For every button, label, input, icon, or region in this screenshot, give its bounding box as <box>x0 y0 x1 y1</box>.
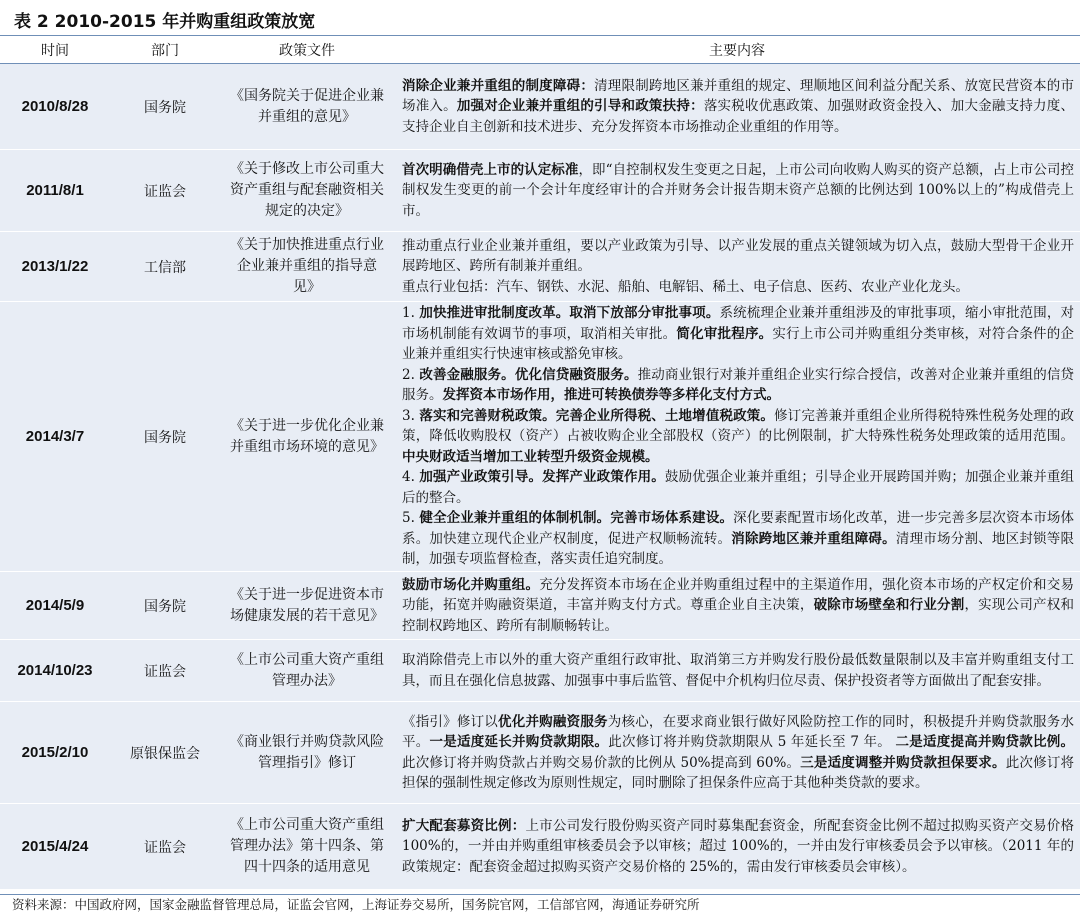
header-content: 主要内容 <box>394 37 1080 64</box>
content-bold-text: 破除市场壁垒和行业分割 <box>813 597 965 614</box>
row-content <box>394 804 1080 890</box>
content-text: 上市公司发行股份购买资产同时募集配套资金，所配套资金比例不超过拟购买资产交易价格 100%的，一并由并购重组审核委员会予以审核；超过 100%的，一并由发行审核委员会予以审核。（2011 年的政策规定：配套资金超过拟购买资产交易价格的 25%的，需由发行审核委员会审核）。 <box>402 817 1074 875</box>
row-content <box>394 702 1080 804</box>
content-bold-text: 加强产业政策引导。发挥产业政策作用。 <box>419 469 665 486</box>
content-text: 推动重点行业企业兼并重组，要以产业政策为引导、以产业发展的重点关键领域为切入点，鼓励大型骨干企业开展跨地区、跨所有制兼并重组。 <box>402 237 1074 275</box>
table-title-bar <box>0 0 1080 36</box>
row-dept: 证监会 <box>110 640 220 702</box>
content-text: ，即“自控制权发生变更之日起，上市公司向收购人购买的资产总额，占上市公司控制权发生变更的前一个会计年度经审计的合并财务会计报告期末资产总额的比例达到 100%以上的”构成借壳上市。 <box>402 161 1074 219</box>
content-text: 清理限制跨地区兼并重组的规定、理顺地区间利益分配关系、放宽民营资本的市场准入。 <box>402 77 1074 115</box>
content-bold-text: 一是适度延长并购贷款期限。 <box>429 734 609 750</box>
row-date: 2010/8/28 <box>0 64 110 150</box>
policy-table <box>0 37 1080 890</box>
row-content <box>394 150 1080 232</box>
content-text: 2. <box>402 366 420 383</box>
content-text: 系统梳理企业兼并重组涉及的审批事项，缩小审批范围，对市场机制能有效调节的事项，取消相关审批。 <box>402 305 1075 342</box>
content-text: 此次修订将并购贷款占并购交易价款的比例从 50%提高到 60%。 <box>402 754 801 771</box>
content-text: 此次修订将并购贷款期限从 5 年延长至 7 年。 <box>608 734 896 750</box>
content-bold-text: 消除跨地区兼并重组障碍。 <box>731 530 896 547</box>
content-text: 清理市场分割、地区封锁等限制，加强专项监督检查，落实责任追究制度。 <box>402 530 1074 568</box>
content-text: 修订完善兼并重组企业所得税特殊性税务处理的政策，降低收购股权（资产）占被收购企业全部股权（资产）的比例限制，扩大特殊性税务处理政策的适用范围。 <box>402 407 1075 445</box>
row-policy-doc: 《国务院关于促进企业兼并重组的意见》 <box>220 64 394 150</box>
content-text: 落实税收优惠政策、加强财政资金投入、加大金融支持力度、支持企业自主创新和技术进步、充分发挥资本市场推动企业重组的作用等。 <box>402 98 1074 135</box>
row-content <box>394 232 1080 302</box>
row-date: 2014/3/7 <box>0 302 110 572</box>
content-text: 鼓励优强企业兼并重组；引导企业开展跨国并购；加强企业兼并重组后的整合。 <box>402 469 1075 506</box>
content-bold-text: 优化并购融资服务 <box>498 713 608 730</box>
content-bold-text: 加强对企业兼并重组的引导和政策扶持： <box>456 98 704 115</box>
content-bold-text: 落实和完善财税政策。完善企业所得税、土地增值税政策。 <box>419 407 775 424</box>
row-policy-doc: 《商业银行并购贷款风险管理指引》修订 <box>220 702 394 804</box>
content-bold-text: 鼓励市场化并购重组。 <box>402 576 540 593</box>
content-text: 取消除借壳上市以外的重大资产重组行政审批、取消第三方并购发行股份最低数量限制以及丰富并购重组支付工具，而且在强化信息披露、加强事中事后监管、督促中介机构归位尽责、保护投资者等方面做出了配套安排。 <box>402 652 1074 689</box>
content-text: 充分发挥资本市场在企业并购重组过程中的主渠道作用，强化资本市场的产权定价和交易功能，拓宽并购融资渠道，丰富并购支付方式。尊重企业自主决策， <box>402 576 1074 614</box>
content-bold-text: 发挥资本市场作用，推进可转换债券等多样化支付方式。 <box>442 387 780 404</box>
row-content <box>394 64 1080 150</box>
table-row <box>0 572 1080 640</box>
table-row <box>0 702 1080 804</box>
table-row <box>0 640 1080 702</box>
table-row <box>0 302 1080 572</box>
content-text: 此次修订将担保的强制性规定修改为原则性规定，同时删除了担保条件应高于其他种类贷款的要求。 <box>402 754 1075 791</box>
content-bold-text: 健全企业兼并重组的体制机制。完善市场体系建设。 <box>419 510 734 527</box>
content-bold-text: 三是适度调整并购贷款担保要求。 <box>800 754 1006 771</box>
row-policy-doc: 《上市公司重大资产重组管理办法》第十四条、第四十四条的适用意见 <box>220 804 394 890</box>
content-text: 实行上市公司并购重组分类审核，对符合条件的企业兼并重组实行快速审核或豁免审核。 <box>402 325 1074 363</box>
row-dept: 国务院 <box>110 572 220 640</box>
header-row <box>0 37 1080 64</box>
row-date: 2013/1/22 <box>0 232 110 302</box>
header-date: 时间 <box>0 37 110 64</box>
row-content <box>394 640 1080 702</box>
row-date: 2015/2/10 <box>0 702 110 804</box>
table-row <box>0 64 1080 150</box>
content-text: 《指引》修订以 <box>402 713 499 730</box>
row-policy-doc: 《关于加快推进重点行业企业兼并重组的指导意见》 <box>220 232 394 302</box>
row-dept: 原银保监会 <box>110 702 220 804</box>
row-date: 2011/8/1 <box>0 150 110 232</box>
content-bold-text: 消除企业兼并重组的制度障碍： <box>402 77 595 94</box>
row-dept: 工信部 <box>110 232 220 302</box>
row-content <box>394 572 1080 640</box>
content-text: 3. <box>402 407 420 424</box>
header-dept: 部门 <box>110 37 220 64</box>
content-bold-text: 加快推进审批制度改革。取消下放部分审批事项。 <box>419 305 720 322</box>
row-date: 2014/5/9 <box>0 572 110 640</box>
row-dept: 证监会 <box>110 150 220 232</box>
row-policy-doc: 《关于进一步优化企业兼并重组市场环境的意见》 <box>220 302 394 572</box>
table-row <box>0 804 1080 890</box>
content-bold-text: 改善金融服务。优化信贷融资服务。 <box>419 366 638 383</box>
content-bold-text: 中央财政适当增加工业转型升级资金规模。 <box>402 448 659 465</box>
row-date: 2015/4/24 <box>0 804 110 890</box>
content-bold-text: 首次明确借壳上市的认定标准 <box>402 161 579 178</box>
content-text: 深化要素配置市场化改革，进一步完善多层次资本市场体系。加快建立现代企业产权制度，促进产权顺畅流转。 <box>402 510 1075 547</box>
content-text: 重点行业包括：汽车、钢铁、水泥、船舶、电解铝、稀土、电子信息、医药、农业产业化龙头。 <box>402 278 969 295</box>
content-bold-text: 扩大配套募资比例： <box>402 817 526 834</box>
content-bold-text: 简化审批程序。 <box>676 325 773 342</box>
content-text: 4. <box>402 469 420 486</box>
row-date: 2014/10/23 <box>0 640 110 702</box>
table-row <box>0 150 1080 232</box>
header-doc: 政策文件 <box>220 37 394 64</box>
content-bold-text: 二是适度提高并购贷款比例。 <box>895 734 1075 750</box>
row-dept: 国务院 <box>110 302 220 572</box>
content-text: 5. <box>402 510 420 527</box>
source-note: 资料来源：中国政府网，国家金融监督管理总局，证监会官网，上海证券交易所，国务院官网，工信部官网，海通证券研究所 <box>0 894 1080 915</box>
content-text: 推动商业银行对兼并重组企业实行综合授信，改善对企业兼并重组的信贷服务。 <box>402 366 1075 404</box>
row-content <box>394 302 1080 572</box>
row-policy-doc: 《上市公司重大资产重组管理办法》 <box>220 640 394 702</box>
table-title: 表 2 2010-2015 年并购重组政策放宽 <box>14 12 316 32</box>
row-dept: 国务院 <box>110 64 220 150</box>
content-text: ，实现公司产权和控制权跨地区、跨所有制顺畅转让。 <box>402 597 1074 634</box>
content-text: 1. <box>402 305 420 322</box>
table-row <box>0 232 1080 302</box>
row-dept: 证监会 <box>110 804 220 890</box>
row-policy-doc: 《关于修改上市公司重大资产重组与配套融资相关规定的决定》 <box>220 150 394 232</box>
row-policy-doc: 《关于进一步促进资本市场健康发展的若干意见》 <box>220 572 394 640</box>
content-text: 为核心，在要求商业银行做好风险防控工作的同时，积极提升并购贷款服务水平。 <box>402 713 1074 750</box>
